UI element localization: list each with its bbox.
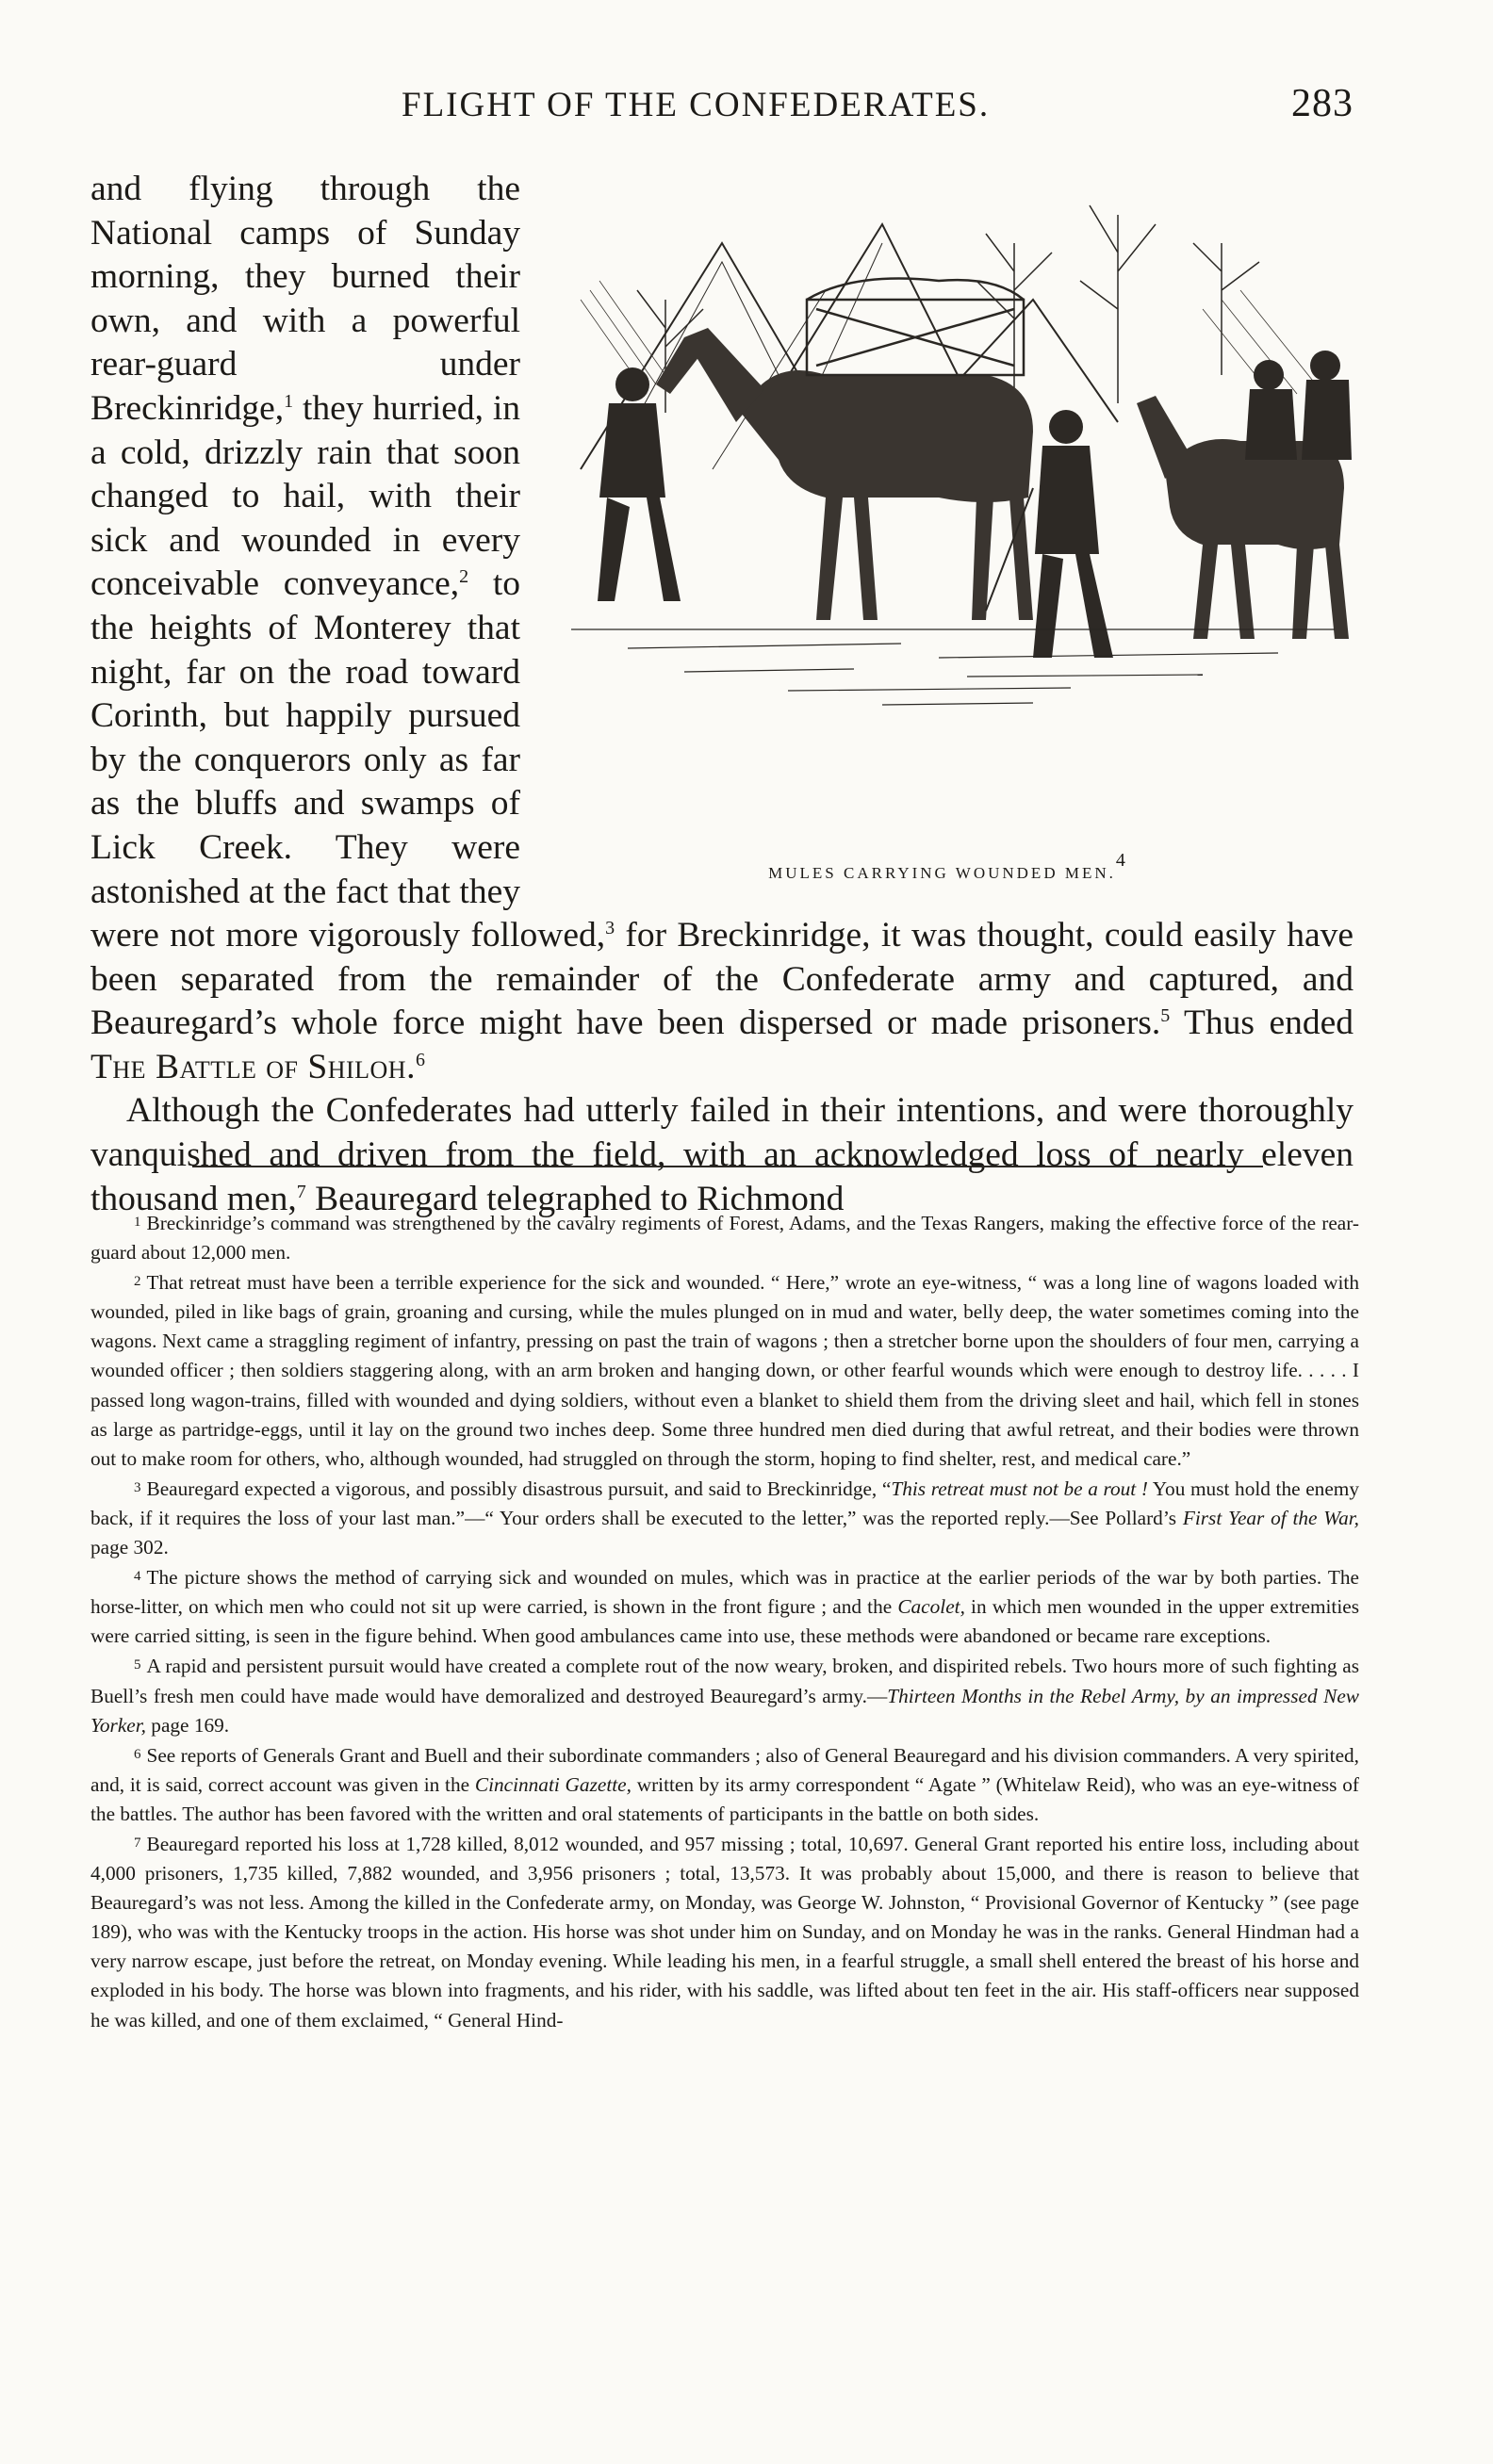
footnote-3-text-e: page 302. xyxy=(90,1536,169,1559)
footnote-7 xyxy=(90,1829,1359,2035)
footnote-3-text-a: Beauregard expected a vigorous, and possibly disastrous pursuit, and said to Breckinridge, “ xyxy=(146,1477,892,1500)
figure-caption-text: MULES CARRYING WOUNDED MEN. xyxy=(768,864,1116,882)
footnote-7-number: 7 xyxy=(134,1835,141,1851)
footnote-5-text-a: A rapid and persistent pursuit would have created a complete rout of the now weary, broken, and dispirited rebels. Two hours more of such fighting as Buell’s fresh men could have made would have demoralized and destroyed Beauregard’s army.— xyxy=(90,1655,1359,1707)
footnote-6 xyxy=(90,1740,1359,1829)
footnote-7-text: Beauregard reported his loss at 1,728 killed, 8,012 wounded, and 957 missing ; total, 10,697. General Grant reported his entire loss, including about 4,000 prisoners, 1,735 killed, 7,882 wounded, and 3,956 prisoners ; total, 13,573. It was probably about 15,000, and there is reason to believe that Beauregard’s was not less. Among the killed in the Confederate army, on Monday, was George W. Johnston, “ Provisional Governor of Kentucky ” (see page 189), who was with the Kentucky troops in the action. His horse was shot under him on Sunday, and on Monday he was in the ranks. General Hindman had a very narrow escape, just before the retreat, on Monday evening. While leading his men, in a fearful struggle, a small shell entered the breast of his horse and exploded in his body. The horse was blown into fragments, and his rider, with his saddle, was lifted about ten feet in the air. His staff-officers near supposed he was killed, and one of them exclaimed, “ General Hind- xyxy=(90,1832,1359,2032)
footnote-4-italic-cacolet: Cacolet, xyxy=(897,1595,965,1619)
footnote-3-number: 3 xyxy=(134,1479,141,1495)
figure-caption xyxy=(543,852,1354,896)
footnote-5 xyxy=(90,1651,1359,1739)
footnote-ref-6: 6 xyxy=(415,1049,425,1070)
footnote-5-text-c: page 169. xyxy=(145,1713,230,1737)
footnote-ref-3: 3 xyxy=(605,918,615,939)
footnote-5-number: 5 xyxy=(134,1657,141,1673)
running-head xyxy=(90,77,1354,134)
footnotes xyxy=(90,1208,1359,2035)
footnote-ref-7: 7 xyxy=(296,1181,306,1202)
footnote-4 xyxy=(90,1562,1359,1651)
footnote-2-number: 2 xyxy=(134,1274,141,1290)
footnote-2-text: That retreat must have been a terrible experience for the sick and wounded. “ Here,” wrote an eye-witness, “ was a long line of wagons loaded with wounded, piled in like bags of grain, groaning and cursing, while the mules plunged on in mud and water, belly deep, the water sometimes coming into the wagons. Next came a straggling regiment of infantry, pressing on past the train of wagons ; then a stretcher borne upon the shoulders of four men, carrying a wounded officer ; then soldiers staggering along, with an arm broken and hanging down, or other fearful wounds which were enough to destroy life. . . . . I passed long wagon-trains, filled with wounded and dying soldiers, without even a blanket to shield them from the driving sleet and hail, which fell in stones as large as partridge-eggs, until it lay on the ground two inches deep. Some three hundred men died during that awful retreat, and their bodies were thrown out to make room for others, who, although wounded, had struggled on through the storm, hoping to find shelter, rest, and medical care.” xyxy=(90,1271,1359,1470)
footnote-ref-1: 1 xyxy=(284,390,294,412)
footnote-2 xyxy=(90,1267,1359,1474)
paragraph-1-part-a: and flying through the National camps of Sunday morning, they burned their own, and with a powerful rear-guard under Breckinridge, xyxy=(90,170,520,428)
footnote-1 xyxy=(90,1208,1359,1267)
footnote-4-text-c: in which men wounded in the upper extremities were carried sitting, is seen in the figure behind. When good ambulances came into use, these methods were abandoned or became rare exceptions. xyxy=(90,1595,1360,1648)
footnote-6-italic-gazette: Cincinnati Gazette, xyxy=(474,1772,632,1796)
paragraph-1-part-b: they hurried, in a cold, drizzly rain that soon changed to hail, with their sick and wounded in every conceivable conveyance, xyxy=(90,388,520,604)
footnote-4-number: 4 xyxy=(134,1569,141,1585)
footnote-3 xyxy=(90,1474,1359,1562)
paragraph-1-part-c: to the heights of Monterey that night, far on the road toward Corinth, but happily pursued by the conquerors only as far as the bluffs and swamps of Lick Creek. They were astonished at the fact that they were not more vigorously followed, xyxy=(90,564,606,955)
footnote-ref-2: 2 xyxy=(459,566,469,588)
paragraph-2-part-a: Although the Confederates had utterly failed in their intentions, and were thoroughly vanquished and driven from the field, with an acknowledged loss of nearly eleven thousand men, xyxy=(90,1091,1354,1218)
footnote-divider xyxy=(192,1166,1263,1167)
illustration xyxy=(543,173,1354,897)
footnote-6-text-c: written by its army correspondent “ Agate ” (Whitelaw Reid), who was an eye-witness of the battles. The author has been favored with the written and oral statements of participants in the battle on both sides. xyxy=(90,1772,1359,1825)
footnote-1-number: 1 xyxy=(134,1215,141,1230)
figure-caption-footnote-ref: 4 xyxy=(1115,850,1128,871)
footnote-6-text-a: See reports of Generals Grant and Buell and their subordinate commanders ; also of General Beauregard and his division commanders. A very spirited, and, it is said, correct account was given in the xyxy=(90,1743,1359,1796)
paragraph-2 xyxy=(90,1089,1354,1221)
mules-engraving-image xyxy=(543,187,1354,846)
footnote-1-text: Breckinridge’s command was strengthened by the cavalry regiments of Forest, Adams, and the Texas Rangers, making the effective force of the rear-guard about 12,000 men. xyxy=(90,1212,1359,1265)
footnote-4-text-a: The picture shows the method of carrying sick and wounded on mules, which was in practice at the earlier periods of the war by both parties. The horse-litter, on which men who could not sit up were carried, is shown in the front figure ; and the xyxy=(90,1566,1359,1619)
running-head-title: FLIGHT OF THE CONFEDERATES. xyxy=(402,86,991,124)
footnote-6-number: 6 xyxy=(134,1746,141,1762)
footnote-3-text-c: You must hold the enemy back, if it requires the loss of your last man.”—“ Your orders shall be executed to the letter,” was the reported reply.—See Pollard’s xyxy=(90,1477,1359,1529)
battle-of-shiloh-small-caps: The Battle of Shiloh. xyxy=(90,1047,416,1086)
paragraph-2-part-b: Beauregard telegraphed to Richmond xyxy=(305,1179,845,1218)
footnote-5-italic-title: Thirteen Months in the Rebel Army, by an impressed New Yorker, xyxy=(90,1684,1360,1737)
footnote-3-italic-title: First Year of the War, xyxy=(1182,1506,1359,1529)
footnote-ref-5: 5 xyxy=(1160,1005,1171,1027)
paragraph-1-part-d: for Breckinridge, it was thought, could easily have been separated from the remainder of the Confederate army and captured, and Beauregard’s whole force might have been dispersed or made prisoners. xyxy=(90,916,1354,1043)
paragraph-1-part-e: Thus ended xyxy=(1170,1004,1354,1043)
page-number: 283 xyxy=(1291,82,1354,125)
main-text xyxy=(90,168,1354,1221)
footnote-3-italic-quote: This retreat must not be a rout ! xyxy=(891,1477,1148,1500)
